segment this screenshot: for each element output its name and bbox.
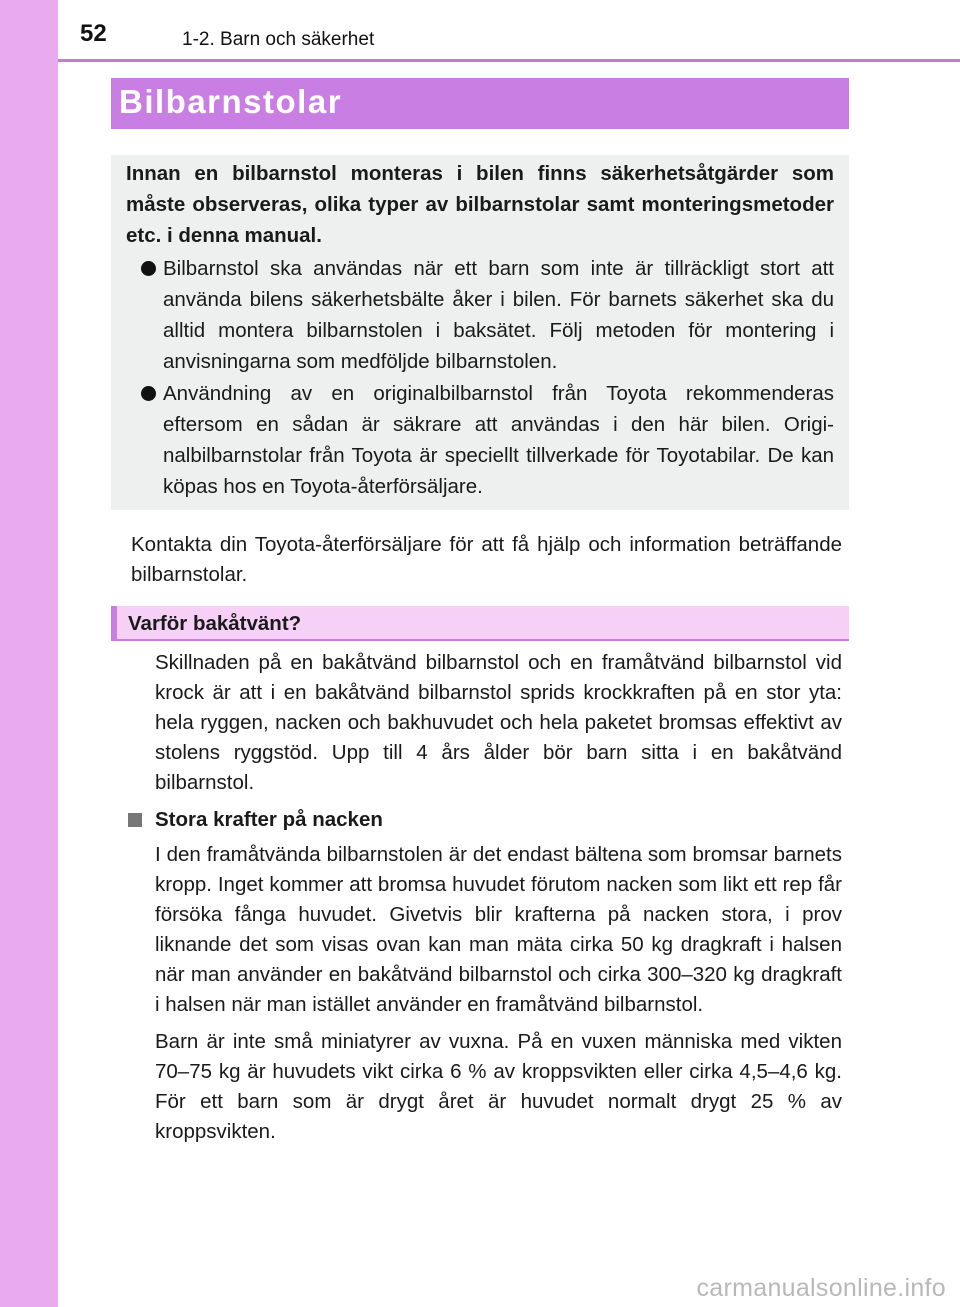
square-bullet-icon: [128, 813, 142, 827]
intro-bullet-list: [126, 253, 834, 502]
side-color-strip: [0, 0, 58, 1307]
contact-paragraph: Kontakta din Toyota-återförsäljare för att få hjälp och information beträffande bilbarnstolar.: [131, 533, 842, 586]
watermark: carmanualsonline.info: [696, 1274, 946, 1302]
section-heading: Varför bakåtvänt?: [128, 612, 302, 635]
section-heading-band: [111, 606, 849, 641]
list-item: [126, 253, 834, 377]
subheading: [155, 805, 842, 835]
bullet-text: Användning av en originalbilbarnstol från Toyota rekommenderas eftersom en sådan är säkrare att användas i den här bilen. Originalbilbarnstolar från Toyota är speciellt tillverkade för Toyotabilar. De kan köpas hos en Toyota-återförsäljare.: [163, 382, 834, 498]
bullet-text: Bilbarnstol ska användas när ett barn som inte är tillräckligt stort att använda bilens säkerhetsbälte åker i bilen. För barnets säkerhet ska du alltid montera bilbarnstolen i baksätet. Följ metoden för montering i anvisningarna som medföljde bilbarnstolen.: [163, 257, 834, 373]
intro-box: [111, 155, 849, 510]
bullet-dot-icon: [141, 386, 156, 401]
page-title: Bilbarnstolar: [119, 83, 343, 120]
subheading-text: Stora krafter på nacken: [155, 808, 383, 831]
bullet-dot-icon: [141, 261, 156, 276]
section-body: [155, 648, 842, 1154]
page-number: 52: [80, 20, 107, 47]
title-banner: [111, 78, 849, 129]
body-paragraph: Skillnaden på en bakåtvänd bilbarnstol och en framåtvänd bilbarnstol vid krock är att i en bakåtvänd bilbarnstol sprids krockkraften på en stor yta: hela ryggen, nacken och bakhuvudet och hela paketet bromsas effektivt av stolens ryggstöd. Upp till 4 års ålder bör barn sitta i en bakåtvänd bilbarnstol.: [155, 651, 842, 794]
body-paragraph: I den framåtvända bilbarnstolen är det endast bältena som bromsar barnets kropp. Inget kommer att bromsa huvudet förutom nacken som likt ett rep får försöka fånga huvudet. Givetvis blir krafterna på nacken stora, i prov liknande det som visas ovan kan man mäta cirka 50 kg dragkraft i halsen när man använder en bakåtvänd bilbarnstol och cirka 300–320 kg dragkraft i halsen när man istället använder en framåtvänd bilbarnstol.: [155, 843, 842, 1016]
header-divider: [58, 59, 960, 62]
section-reference: 1-2. Barn och säkerhet: [182, 29, 375, 50]
body-paragraph: Barn är inte små miniatyrer av vuxna. På en vuxen människa med vikten 70–75 kg är huvudets vikt cirka 6 % av kroppsvikten eller cirka 4,5–4,6 kg. För ett barn som är drygt året är huvudet normalt drygt 25 % av kroppsvikten.: [155, 1030, 842, 1143]
list-item: [126, 378, 834, 502]
intro-lead: Innan en bilbarnstol monteras i bilen finns säkerhetsåtgärder som måste observeras, olika typer av bilbarnstolar samt monteringsmetoder etc. i denna manual.: [126, 162, 834, 247]
